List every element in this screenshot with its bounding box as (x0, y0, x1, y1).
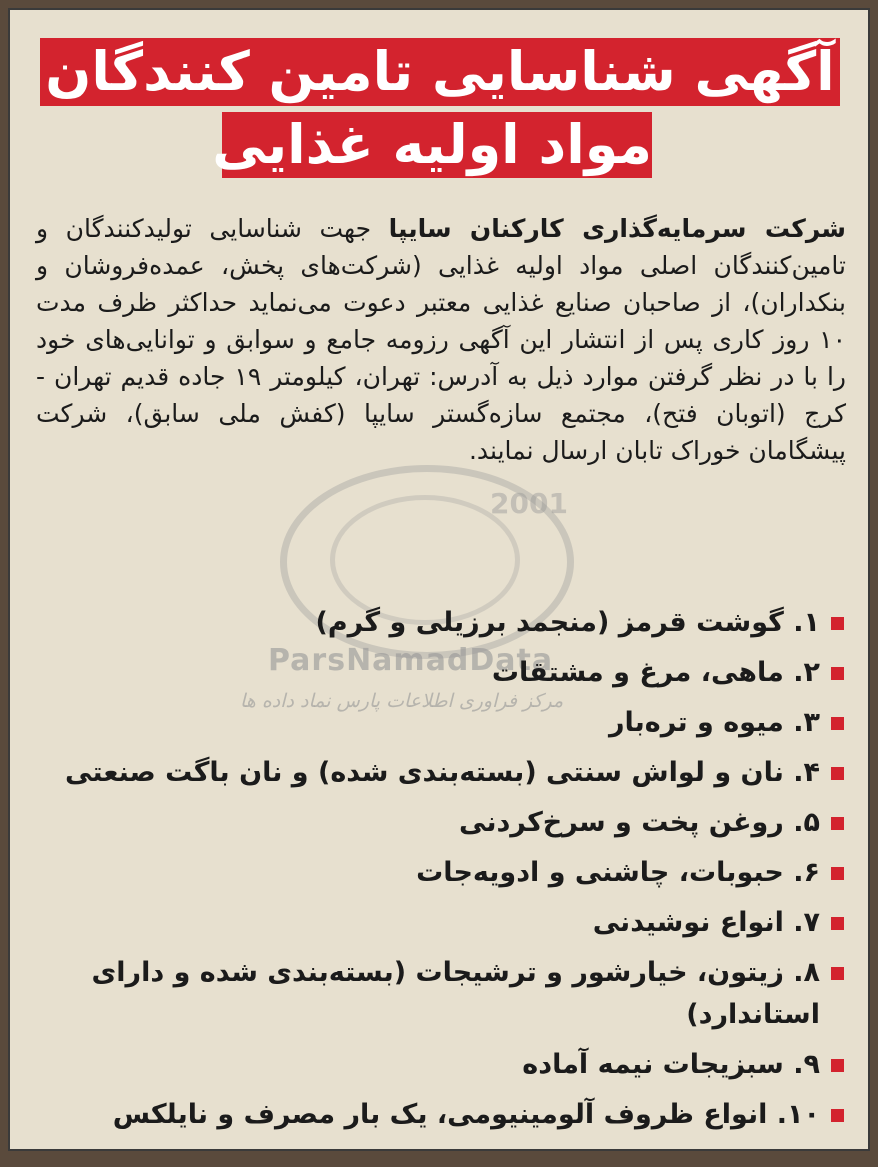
list-item-text: ۷. انواع نوشیدنی (592, 907, 820, 938)
bullet-square-icon (831, 667, 844, 680)
list-item-text: ۴. نان و لواش سنتی (بسته‌بندی شده) و نان باگت صنعتی (65, 757, 820, 788)
list-item (36, 748, 846, 798)
bullet-square-icon (831, 867, 844, 880)
list-item (36, 948, 846, 1040)
list-item (36, 898, 846, 948)
list-item (36, 1040, 846, 1090)
watermark-brand: ParsNamadData (268, 643, 554, 678)
headline-line-2: مواد اولیه غذایی (212, 113, 652, 176)
body-paragraph (36, 210, 846, 469)
bullet-square-icon (831, 767, 844, 780)
watermark-year: 2001 (490, 487, 568, 520)
headline-line-1: آگهی شناسایی تامین کنندگان (40, 38, 840, 106)
body-text: جهت شناسایی تولیدکنندگان و تامین‌کنندگان اصلی مواد اولیه غذایی (شرکت‌های پخش، عمده‌فروشان و بنکداران)، از صاحبان صنایع غذایی معتبر دعوت می‌نماید حداکثر ظرف مدت ۱۰ روز کاری پس از انتشار این آگهی رزومه جامع و سوابق و توانایی‌های خود را با در نظر گرفتن موارد ذیل به آدرس: تهران، کیلومتر ۱۹ جاده قدیم تهران - کرج (اتوبان فتح)، مجتمع سازه‌گستر سایپا (کفش ملی سابق)، شرکت پیشگامان خوراک تابان ارسال نمایند. (36, 214, 846, 465)
list-item (36, 1090, 846, 1140)
list-item (36, 648, 846, 698)
list-item (36, 848, 846, 898)
list-item-text: ۸. زیتون، خیارشور و ترشیجات (بسته‌بندی شده و دارای استاندارد) (91, 957, 820, 1030)
bullet-square-icon (831, 917, 844, 930)
requirements-list (36, 598, 846, 1140)
list-item-text: ۶. حبوبات، چاشنی و ادویه‌جات (416, 857, 820, 888)
list-item-text: ۱. گوشت قرمز (منجمد برزیلی و گرم) (315, 607, 820, 638)
bullet-square-icon (831, 1059, 844, 1072)
list-item (36, 698, 846, 748)
list-item-text: ۲. ماهی، مرغ و مشتقات (491, 657, 820, 688)
bullet-square-icon (831, 1109, 844, 1122)
list-item (36, 598, 846, 648)
bullet-square-icon (831, 617, 844, 630)
list-item-text: ۱۰. انواع ظروف آلومینیومی، یک بار مصرف و نایلکس (112, 1099, 820, 1130)
company-name: شرکت سرمایه‌گذاری کارکنان سایپا (388, 214, 846, 243)
list-item-text: ۳. میوه و تره‌بار (608, 707, 820, 738)
bullet-square-icon (831, 717, 844, 730)
watermark-tagline: مرکز فراوری اطلاعات پارس نماد داده ها (240, 690, 564, 712)
list-item-text: ۵. روغن پخت و سرخ‌کردنی (459, 807, 820, 838)
bullet-square-icon (831, 817, 844, 830)
list-item-text: ۹. سبزیجات نیمه آماده (522, 1049, 820, 1080)
advertisement-page (8, 8, 870, 1151)
bullet-square-icon (831, 967, 844, 980)
list-item (36, 798, 846, 848)
